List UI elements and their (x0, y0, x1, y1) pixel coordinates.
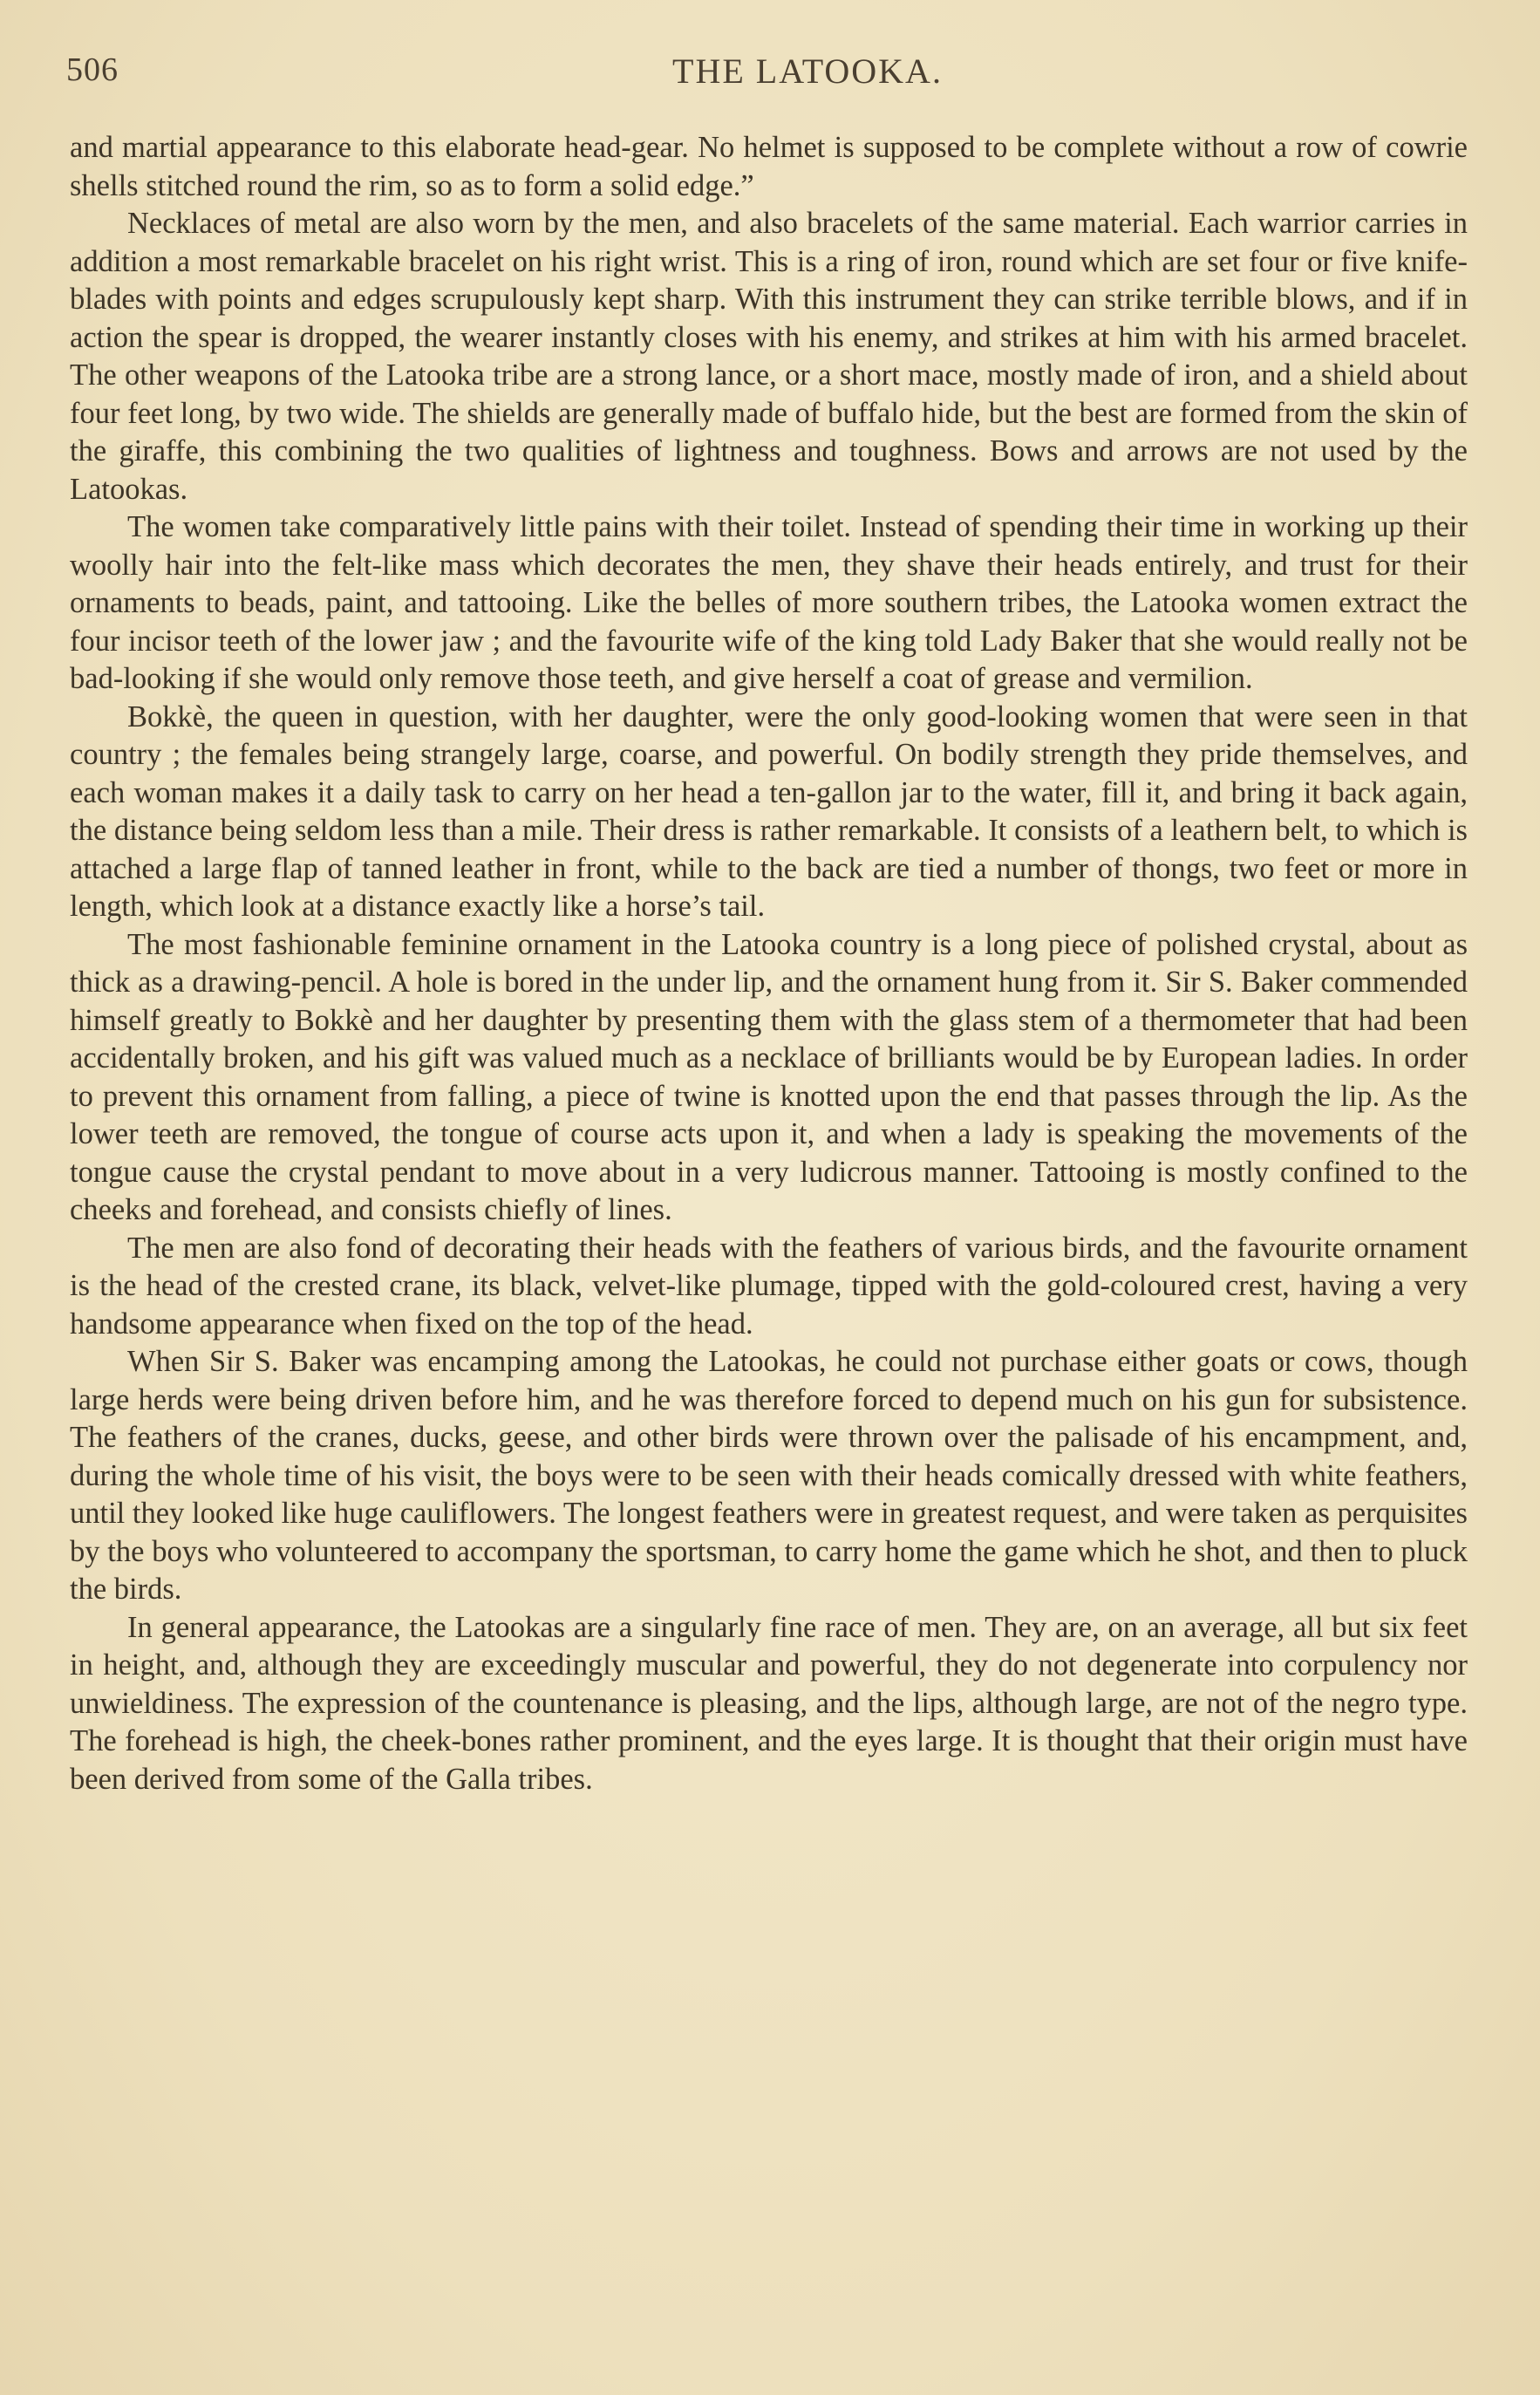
paragraph-continuation: and martial appearance to this elaborate head-gear. No helmet is supposed to be complete without a row of cowrie shells stitched round the rim, so as to form a solid edge.” (70, 131, 1468, 202)
running-title: THE LATOOKA. (672, 51, 943, 91)
paragraph-feathers: The men are also fond of decorating their heads with the feathers of various birds, and the favourite ornament is the head of the crested crane, its black, velvet-like plumage, tipped with the gold-coloured crest, having a very handsome appearance when fixed on the top of the head. (70, 1231, 1468, 1341)
running-head (66, 51, 1470, 103)
paragraph-women-toilet: The women take comparatively little pains with their toilet. Instead of spending their time in working up their woolly hair into the felt-like mass which decorates the men, they shave their heads entirely, and trust for their ornaments to beads, paint, and tattooing. Like the belles of more southern tribes, the Latooka women extract the four incisor teeth of the lower jaw ; and the favourite wife of the king told Lady Baker that she would really not be bad-looking if she would only remove those teeth, and give herself a coat of grease and vermilion. (70, 510, 1468, 695)
paragraph-crystal-ornament: The most fashionable feminine ornament in the Latooka country is a long piece of polished crystal, about as thick as a drawing-pencil. A hole is bored in the under lip, and the ornament hung from it. Sir S. Baker commended himself greatly to Bokkè and her daughter by presenting them with the glass stem of a thermometer that had been accidentally broken, and his gift was valued much as a necklace of brilliants would be by European ladies. In order to prevent this ornament from falling, a piece of twine is knotted upon the end that passes through the lip. As the lower teeth are removed, the tongue of course acts upon it, and when a lady is speaking the movements of the tongue cause the crystal pendant to move about in a very ludicrous manner. Tattooing is mostly confined to the cheeks and forehead, and consists chiefly of lines. (70, 927, 1468, 1226)
paragraph-necklaces: Necklaces of metal are also worn by the men, and also bracelets of the same material. Each warrior carries in addition a most remarkable bracelet on his right wrist. This is a ring of iron, round which are set four or five knife-blades with points and edges scrupulously kept sharp. With this instrument they can strike terrible blows, and if in action the spear is dropped, the wearer instantly closes with his enemy, and strikes at him with his armed bracelet. The other weapons of the Latooka tribe are a strong lance, or a short mace, mostly made of iron, and a shield about four feet long, by two wide. The shields are generally made of buffalo hide, but the best are formed from the skin of the giraffe, this combining the two qualities of lightness and toughness. Bows and arrows are not used by the Latookas. (70, 207, 1468, 506)
paragraph-encampment: When Sir S. Baker was encamping among the Latookas, he could not purchase either goats or cows, though large herds were being driven before him, and he was therefore forced to depend much on his gun for subsistence. The feathers of the cranes, ducks, geese, and other birds were thrown over the palisade of his encampment, and, during the whole time of his visit, the boys were to be seen with their heads comically dressed with white feathers, until they looked like huge cauliflowers. The longest feathers were in greatest request, and were taken as perquisites by the boys who volunteered to accompany the sportsman, to carry home the game which he shot, and then to pluck the birds. (70, 1345, 1468, 1606)
paragraph-bokke: Bokkè, the queen in question, with her daughter, were the only good-looking women that were seen in that country ; the females being strangely large, coarse, and powerful. On bodily strength they pride themselves, and each woman makes it a daily task to carry on her head a ten-gallon jar to the water, fill it, and bring it back again, the distance being seldom less than a mile. Their dress is rather remarkable. It consists of a leathern belt, to which is attached a large flap of tanned leather in front, while to the back are tied a number of thongs, two feet or more in length, which look at a distance exactly like a horse’s tail. (70, 699, 1468, 923)
body-text (70, 129, 1468, 1798)
page-number: 506 (66, 51, 119, 88)
paragraph-appearance: In general appearance, the Latookas are a singularly fine race of men. They are, on an average, all but six feet in height, and, although they are exceedingly muscular and powerful, they do not degenerate into corpulency nor unwieldiness. The expression of the countenance is pleasing, and the lips, although large, are not of the negro type. The forehead is high, the cheek-bones rather prominent, and the eyes large. It is thought that their origin must have been derived from some of the Galla tribes. (70, 1610, 1468, 1796)
